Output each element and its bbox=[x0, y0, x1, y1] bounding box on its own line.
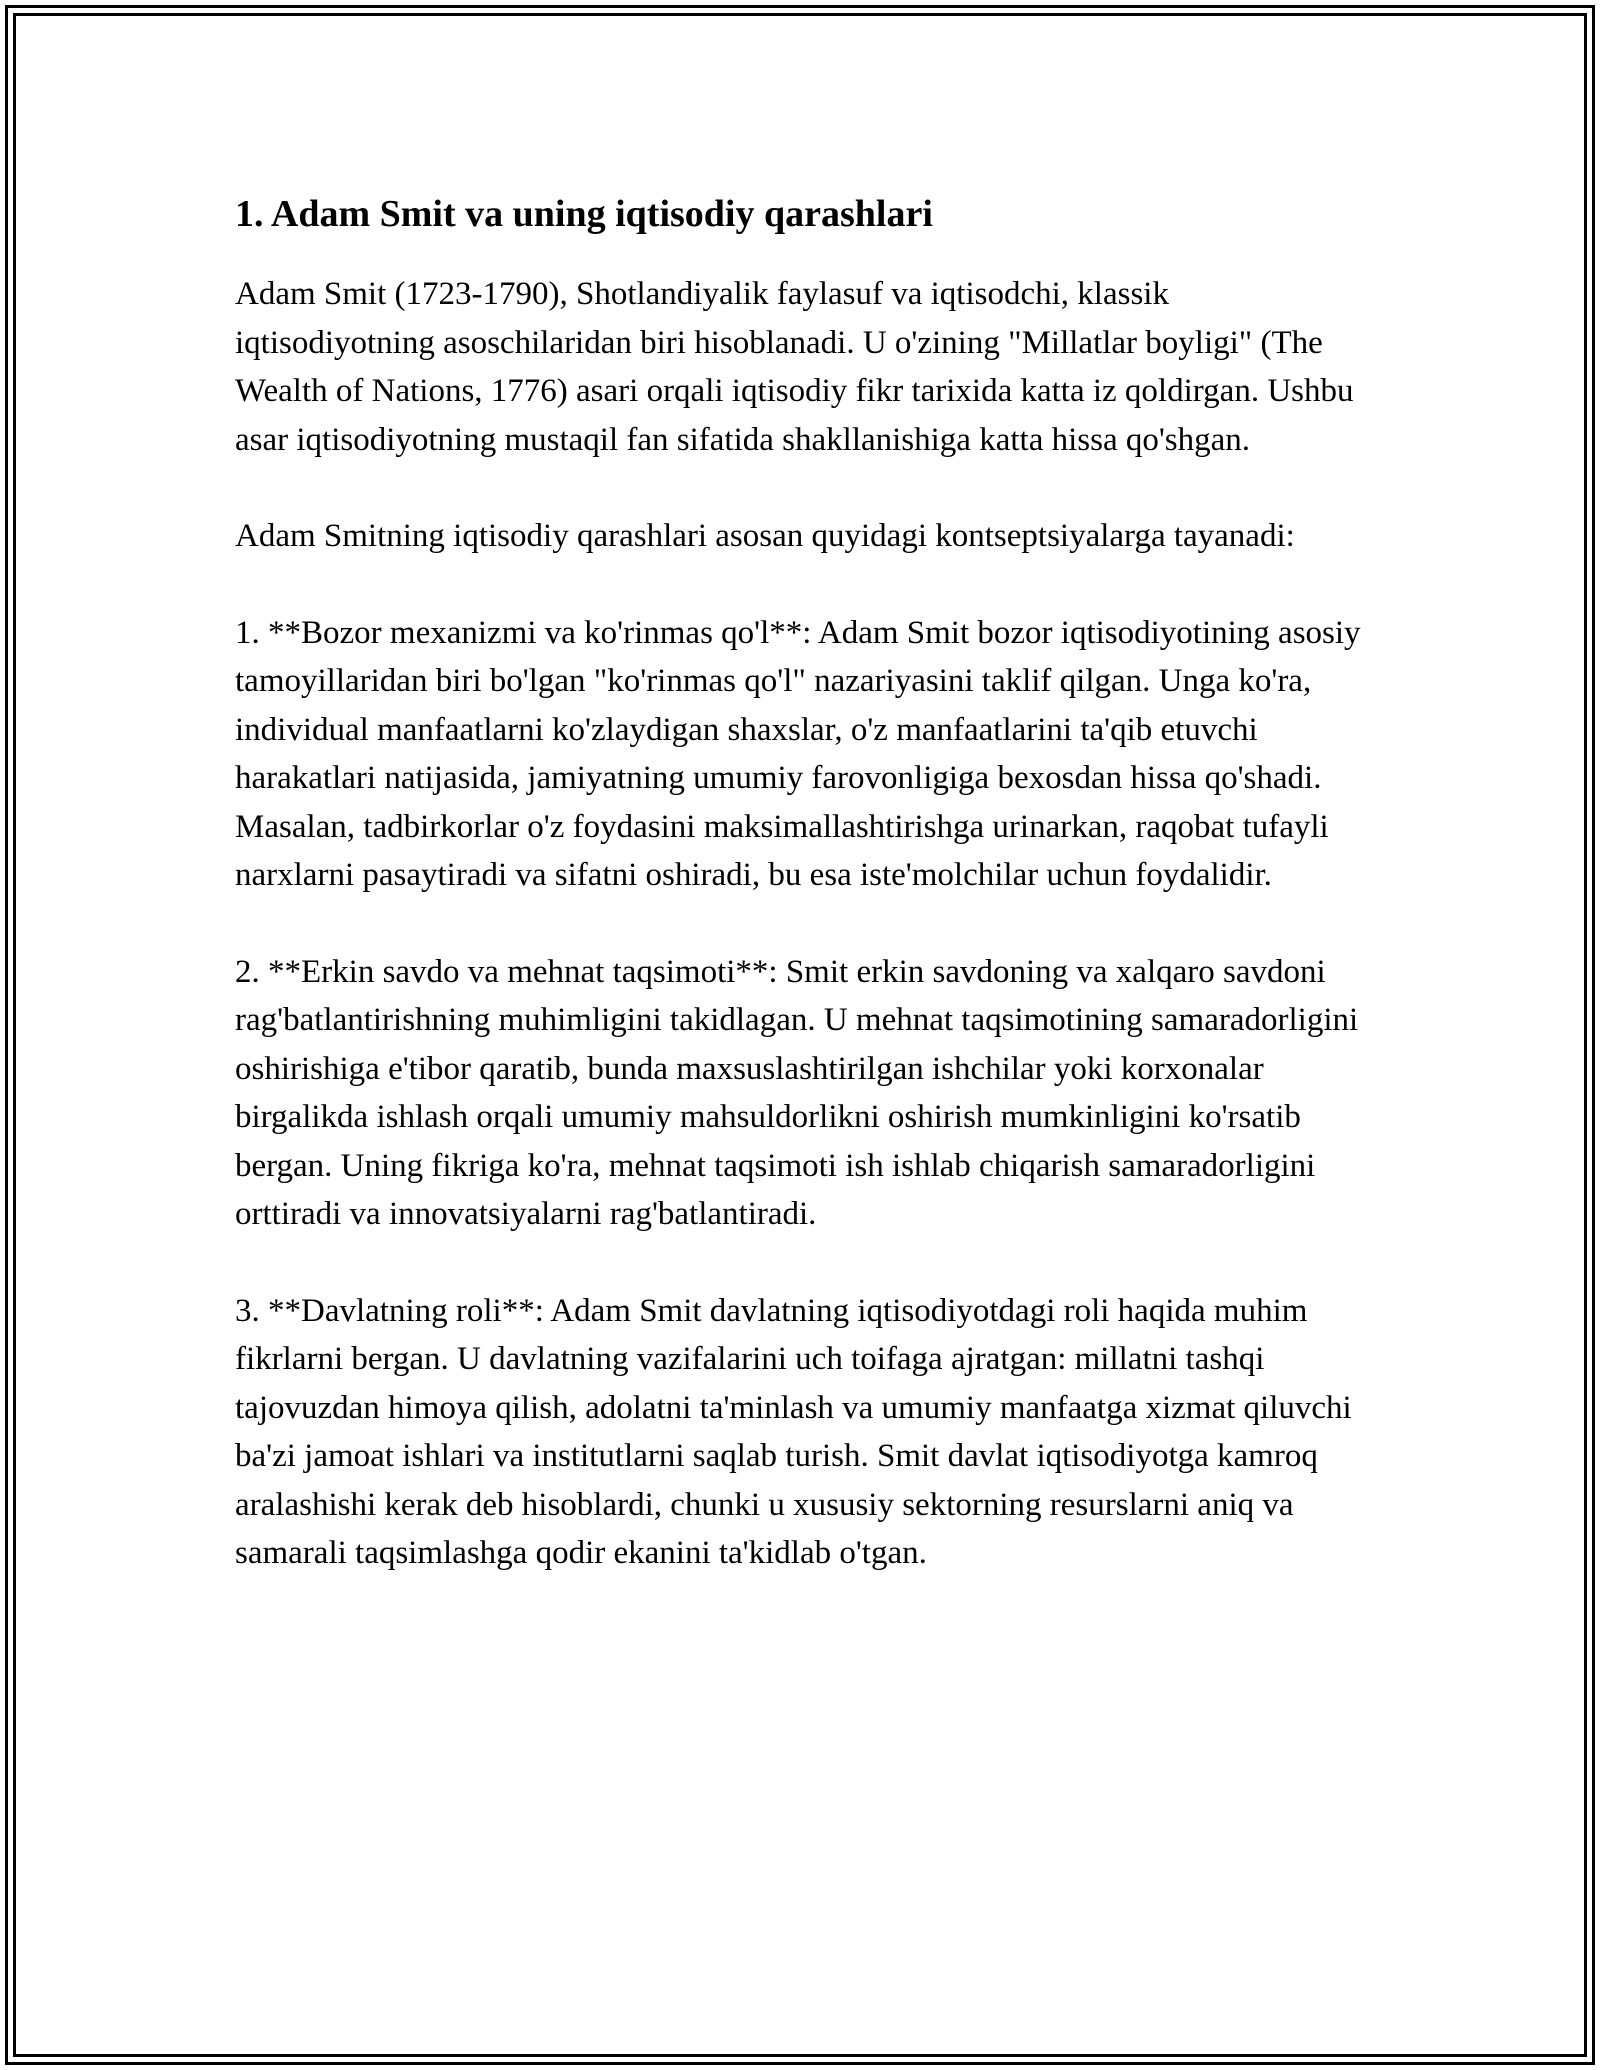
paragraph-point-1: 1. **Bozor mexanizmi va ko'rinmas qo'l**: Adam Smit bozor iqtisodiyotining asosiy tamoyillaridan biri bo'lgan "ko'rinmas qo'l" nazariyasini taklif qilgan. Unga ko'ra, individual manfaatlarni ko'zlaydigan shaxslar, o'z manfaatlarini ta'qib etuvchi harakatlari natijasida, jamiyatning umumiy farovonligiga bexosdan hissa qo'shadi. Masalan, tadbirkorlar o'z foydasini maksimallashtirishga urinarkan, raqobat tufayli narxlarni pasaytiradi va sifatni oshiradi, bu esa iste'molchilar uchun foydalidir. bbox=[235, 614, 1361, 893]
paragraph-intro: Adam Smit (1723-1790), Shotlandiyalik faylasuf va iqtisodchi, klassik iqtisodiyotning asoschilaridan biri hisoblanadi. U o'zining "Millatlar boyligi" (The Wealth of Nations, 1776) asari orqali iqtisodiy fikr tarixida katta iz qoldirgan. Ushbu asar iqtisodiyotning mustaqil fan sifatida shakllanishiga katta hissa qo'shgan. bbox=[235, 276, 1354, 458]
paragraph-point-3: 3. **Davlatning roli**: Adam Smit davlatning iqtisodiyotdagi roli haqida muhim fikrlarni bergan. U davlatning vazifalarini uch toifaga ajratgan: millatni tashqi tajovuzdan himoya qilish, adolatni ta'minlash va umumiy manfaatga xizmat qiluvchi ba'zi jamoat ishlari va institutlarni saqlab turish. Smit davlat iqtisodiyotga kamroq aralashishi kerak deb hisoblardi, chunki u xususiy sektorning resurslarni aniq va samarali taqsimlashga qodir ekanini ta'kidlab o'tgan. bbox=[235, 1292, 1352, 1571]
section-title: 1. Adam Smit va uning iqtisodiy qarashlari bbox=[235, 193, 933, 235]
paragraph-concepts-lead: Adam Smitning iqtisodiy qarashlari asosan quyidagi kontseptsiyalarga tayanadi: bbox=[235, 518, 1295, 554]
document-body bbox=[235, 188, 1375, 1626]
paragraph-point-2: 2. **Erkin savdo va mehnat taqsimoti**: Smit erkin savdoning va xalqaro savdoni rag'batlantirishning muhimligini takidlagan. U mehnat taqsimotining samaradorligini oshirishiga e'tibor qaratib, bunda maxsuslashtirilgan ishchilar yoki korxonalar birgalikda ishlash orqali umumiy mahsuldorlikni oshirish mumkinligini ko'rsatib bergan. Uning fikriga ko'ra, mehnat taqsimoti ish ishlab chiqarish samaradorligini orttiradi va innovatsiyalarni rag'batlantiradi. bbox=[235, 953, 1359, 1232]
